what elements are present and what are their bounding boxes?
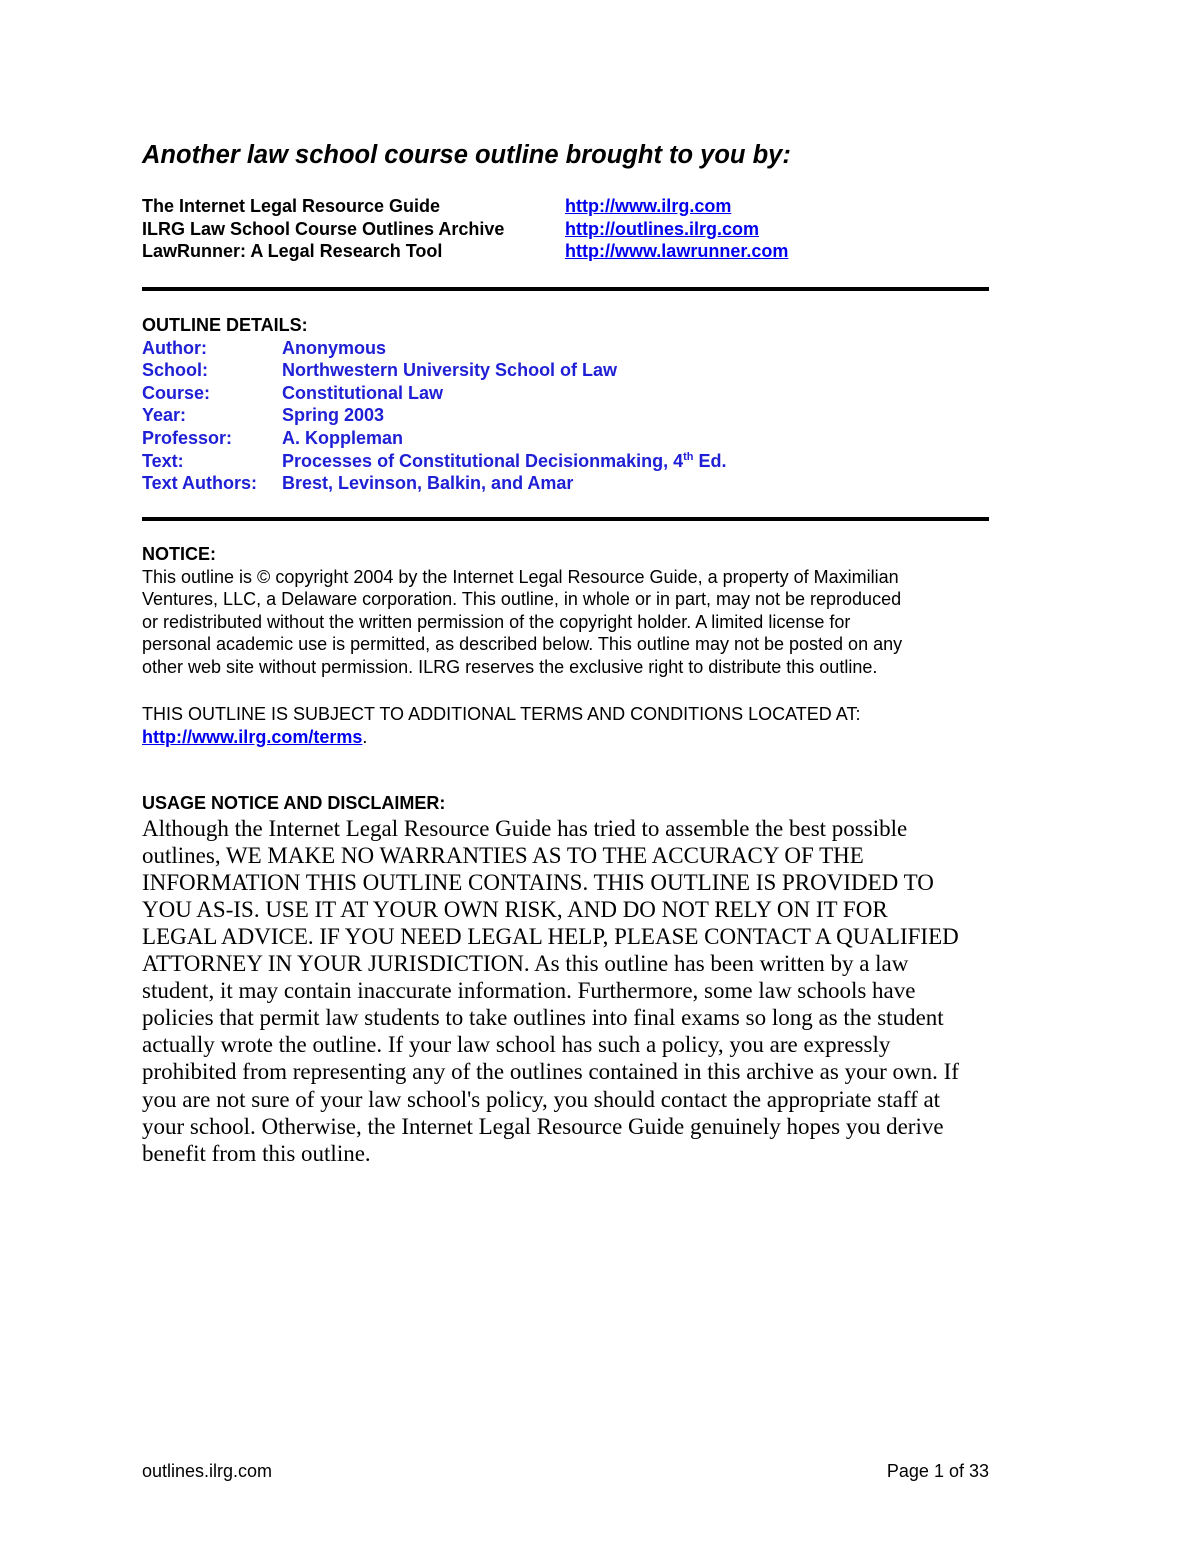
resource-link[interactable]: http://outlines.ilrg.com bbox=[565, 218, 759, 239]
usage-line: YOU AS-IS. USE IT AT YOUR OWN RISK, AND DO NOT RELY ON IT FOR bbox=[142, 896, 888, 922]
details-value: Northwestern University School of Law bbox=[282, 360, 618, 381]
details-label: Text Authors: bbox=[142, 473, 257, 494]
usage-line: Although the Internet Legal Resource Guide has tried to assemble the best possible bbox=[142, 815, 908, 841]
usage-body bbox=[142, 815, 989, 1167]
details-heading: OUTLINE DETAILS: bbox=[142, 315, 308, 335]
footer-site: outlines.ilrg.com bbox=[142, 1461, 273, 1481]
details-label: Professor: bbox=[142, 427, 233, 448]
usage-line: outlines, WE MAKE NO WARRANTIES AS TO THE ACCURACY OF THE bbox=[142, 842, 864, 868]
resource-name: LawRunner: A Legal Research Tool bbox=[142, 241, 443, 261]
details-value: Spring 2003 bbox=[282, 405, 385, 426]
resource-link[interactable]: http://www.ilrg.com bbox=[565, 196, 732, 216]
page-number: Page 1 of 33 bbox=[886, 1461, 989, 1481]
terms-link[interactable]: http://www.ilrg.com/terms bbox=[142, 726, 363, 747]
usage-line: policies that permit law students to take outlines into final exams so long as the student bbox=[142, 1005, 944, 1031]
notice-line: Ventures, LLC, a Delaware corporation. This outline, in whole or in part, may not be reproduced bbox=[142, 589, 902, 610]
terms-text: THIS OUTLINE IS SUBJECT TO ADDITIONAL TERMS AND CONDITIONS LOCATED AT: bbox=[142, 704, 861, 724]
page-title: Another law school course outline brought to you by: bbox=[142, 141, 791, 169]
details-row bbox=[142, 337, 727, 360]
usage-disclaimer bbox=[142, 792, 989, 1167]
usage-line: your school. Otherwise, the Internet Legal Resource Guide genuinely hopes you derive bbox=[142, 1113, 944, 1139]
resource-name: ILRG Law School Course Outlines Archive bbox=[142, 218, 505, 239]
usage-line: actually wrote the outline. If your law school has such a policy, you are expressly bbox=[142, 1032, 891, 1058]
details-label: School: bbox=[142, 360, 208, 381]
usage-line: ATTORNEY IN YOUR JURISDICTION. As this outline has been written by a law bbox=[142, 951, 909, 977]
resource-row bbox=[142, 195, 989, 218]
details-value: Processes of Constitutional Decisionmaking, 4 bbox=[282, 450, 684, 471]
resource-row bbox=[142, 218, 989, 241]
usage-heading: USAGE NOTICE AND DISCLAIMER: bbox=[142, 793, 446, 813]
notice-line: This outline is © copyright 2004 by the Internet Legal Resource Guide, a property of Maximilian bbox=[142, 566, 899, 587]
terms-link-line bbox=[142, 726, 860, 749]
details-value-suffix: Ed. bbox=[693, 450, 727, 471]
divider bbox=[142, 517, 989, 521]
details-label: Year: bbox=[142, 405, 187, 426]
usage-line: student, it may contain inaccurate information. Furthermore, some law schools have bbox=[142, 978, 916, 1004]
details-value: Brest, Levinson, Balkin, and Amar bbox=[282, 473, 574, 494]
usage-line: benefit from this outline. bbox=[142, 1140, 371, 1166]
divider bbox=[142, 287, 989, 291]
details-row bbox=[142, 404, 727, 427]
details-label: Author: bbox=[142, 337, 207, 358]
usage-line: INFORMATION THIS OUTLINE CONTAINS. THIS OUTLINE IS PROVIDED TO bbox=[142, 869, 934, 895]
resource-link[interactable]: http://www.lawrunner.com bbox=[565, 241, 789, 261]
terms-suffix: . bbox=[362, 726, 368, 747]
terms-section bbox=[142, 703, 860, 748]
details-value: Anonymous bbox=[282, 337, 387, 358]
details-value-text bbox=[282, 450, 727, 473]
notice-line: or redistributed without the written permission of the copyright holder. A limited license for bbox=[142, 611, 851, 632]
details-row bbox=[142, 359, 727, 382]
details-row bbox=[142, 472, 727, 495]
outline-details bbox=[142, 314, 727, 495]
details-value: A. Koppleman bbox=[282, 427, 404, 448]
details-row bbox=[142, 382, 727, 405]
resource-row bbox=[142, 240, 989, 263]
copyright-notice bbox=[142, 543, 989, 679]
usage-line: prohibited from representing any of the outlines contained in this archive as your own. If bbox=[142, 1059, 959, 1085]
details-row bbox=[142, 450, 727, 473]
resource-name: The Internet Legal Resource Guide bbox=[142, 196, 441, 216]
details-row bbox=[142, 427, 727, 450]
resource-list bbox=[142, 195, 989, 263]
notice-line: personal academic use is permitted, as described below. This outline may not be posted on any bbox=[142, 634, 903, 655]
details-label: Course: bbox=[142, 382, 211, 403]
ordinal-suffix: th bbox=[683, 450, 694, 463]
notice-line: other web site without permission. ILRG reserves the exclusive right to distribute this outline. bbox=[142, 656, 878, 677]
details-value: Constitutional Law bbox=[282, 382, 443, 403]
usage-line: you are not sure of your law school's policy, you should contact the appropriate staff at bbox=[142, 1086, 941, 1112]
details-label: Text: bbox=[142, 450, 184, 471]
notice-heading: NOTICE: bbox=[142, 544, 216, 564]
usage-line: LEGAL ADVICE. IF YOU NEED LEGAL HELP, PLEASE CONTACT A QUALIFIED bbox=[142, 923, 959, 949]
